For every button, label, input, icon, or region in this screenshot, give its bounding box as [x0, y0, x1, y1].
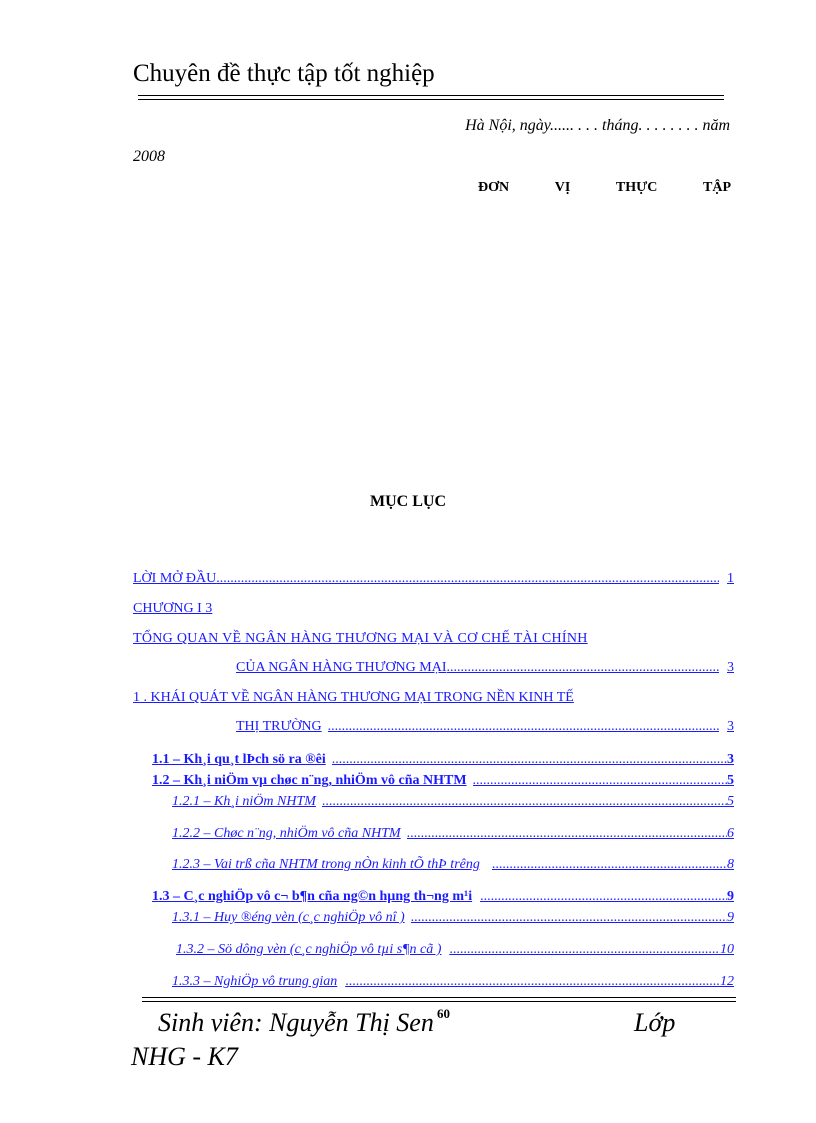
toc-entry-page: 6: [727, 826, 734, 841]
toc-leader: [447, 660, 720, 676]
unit-word: VỊ: [554, 180, 571, 195]
toc-entry-page: 3: [727, 719, 734, 734]
toc-entry[interactable]: [172, 826, 734, 842]
toc-entry[interactable]: [236, 660, 734, 676]
toc-entry-page: 10: [720, 942, 734, 957]
toc-entry[interactable]: [172, 910, 734, 926]
toc-entry-label: 1.3.3 – NghiÖp vô trung gian: [172, 974, 338, 989]
toc-entry[interactable]: [133, 571, 734, 587]
toc-entry[interactable]: [133, 631, 723, 647]
toc-entry[interactable]: [172, 794, 734, 810]
toc-entry-page: 9: [727, 889, 734, 904]
toc-leader: [328, 719, 719, 735]
header-rule-bottom: [138, 99, 724, 100]
toc-entry-label: THỊ TRƯỜNG: [236, 719, 322, 734]
footer-rule-top: [142, 997, 736, 998]
toc-entry-label: 1.3 – C¸c nghiÖp vô c¬ b¶n cña ng©n hµng th¬ng m¹i: [152, 889, 473, 904]
toc-entry-label: CỦA NGÂN HÀNG THƯƠNG MẠI: [236, 660, 447, 675]
place-date-line: Hà Nội, ngày...... . . . tháng. . . . . . . . năm: [465, 117, 730, 134]
toc-entry[interactable]: [152, 773, 734, 789]
toc-leader: [407, 826, 727, 842]
toc-entry-label: 1.2.1 – Kh¸i niÖm NHTM: [172, 794, 316, 809]
toc-leader: [332, 752, 727, 768]
toc-entry[interactable]: [152, 889, 734, 905]
unit-word: ĐƠN: [478, 180, 510, 195]
unit-word: TẬP: [703, 180, 731, 195]
page-number: 60: [437, 1006, 450, 1021]
toc-entry-page: 12: [720, 974, 734, 989]
toc-entry-page: 9: [727, 910, 734, 925]
unit-word: THỰC: [615, 180, 658, 195]
toc-entry-page: 3: [727, 752, 734, 767]
toc-entry-page: 1: [727, 571, 734, 586]
toc-entry-label: 1.3.2 – Sö dông vèn (c¸c nghiÖp vô tµi s¶n cã ): [176, 942, 442, 957]
toc-entry-label: 1.3.1 – Huy ®éng vèn (c¸c nghiÖp vô nî ): [172, 910, 405, 925]
toc-entry[interactable]: [172, 857, 734, 873]
toc-leader: [480, 889, 727, 905]
toc-entry-page: 3: [727, 660, 734, 675]
toc-leader: [449, 942, 720, 958]
toc-entry-label: LỜI MỞ ĐẦU: [133, 571, 217, 586]
footer-rule-bottom: [142, 1001, 736, 1002]
toc-leader: [216, 571, 719, 587]
footer-class-label: Lớp: [634, 1008, 676, 1037]
toc-entry-label: TỔNG QUAN VỀ NGÂN HÀNG THƯƠNG MẠI VÀ CƠ CHẾ TÀI CHÍNH: [133, 631, 588, 646]
footer-student-name: Sinh viên: Nguyễn Thị Sen: [158, 1008, 434, 1037]
toc-entry-page: 5: [727, 794, 734, 809]
toc-entry-label: 1.2 – Kh¸i niÖm vµ chøc n¨ng, nhiÖm vô cña NHTM: [152, 773, 467, 788]
toc-entry-page: 5: [727, 773, 734, 788]
toc-leader: [345, 974, 720, 990]
toc-entry-label: CHƯƠNG I 3: [133, 601, 213, 616]
header-rule-top: [138, 95, 724, 96]
footer-class-value: NHG - K7: [131, 1042, 238, 1071]
toc-entry[interactable]: [152, 752, 734, 768]
toc-leader: [411, 910, 727, 926]
toc-entry[interactable]: [236, 719, 734, 735]
toc-entry[interactable]: [176, 942, 734, 958]
toc-entry-label: 1.1 – Kh¸i qu¸t lÞch sö ra ®êi: [152, 752, 326, 767]
toc-entry[interactable]: [133, 690, 723, 706]
document-header-title: Chuyên đề thực tập tốt nghiệp: [133, 60, 435, 87]
year-text: 2008: [133, 148, 165, 165]
toc-leader: [492, 857, 727, 873]
toc-entry-label: 1.2.3 – Vai trß cña NHTM trong nÒn kinh tÕ thÞ trêng: [172, 857, 480, 872]
toc-entry[interactable]: [172, 974, 734, 990]
toc-entry-label: 1 . KHÁI QUÁT VỀ NGÂN HÀNG THƯƠNG MẠI TRONG NỀN KINH TẾ: [133, 690, 574, 705]
toc-entry[interactable]: [133, 601, 212, 617]
internship-unit-heading: [478, 180, 731, 196]
toc-leader: [473, 773, 727, 789]
toc-title: MỤC LỤC: [370, 493, 446, 510]
toc-leader: [322, 794, 727, 810]
toc-entry-page: 8: [727, 857, 734, 872]
toc-entry-label: 1.2.2 – Chøc n¨ng, nhiÖm vô cña NHTM: [172, 826, 401, 841]
